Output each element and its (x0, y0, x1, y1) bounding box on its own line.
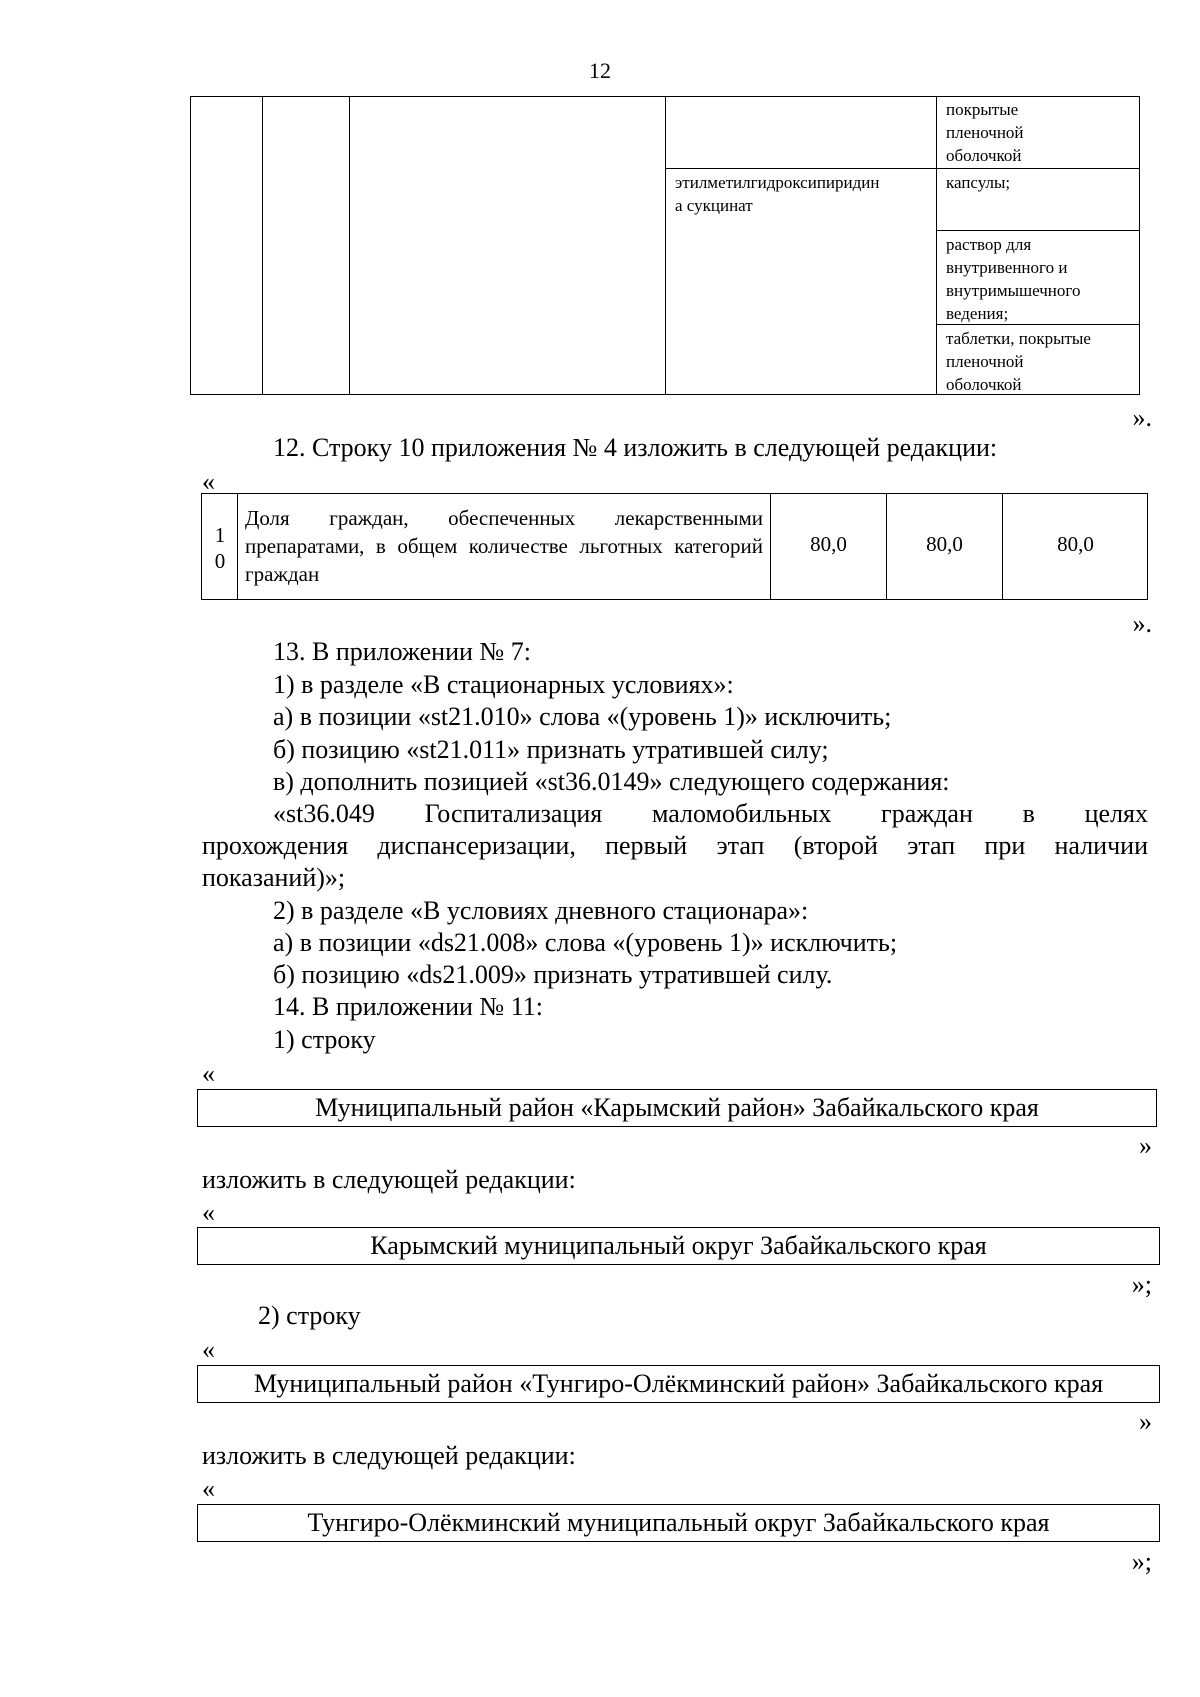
row-value: 80,0 (926, 532, 963, 556)
paragraph: б) позицию «ds21.009» признать утратившей силу. (273, 960, 833, 989)
row-value: 80,0 (1057, 532, 1094, 556)
table-divider (665, 168, 1139, 169)
municipality-box: Муниципальный район «Карымский район» Забайкальского края (197, 1089, 1157, 1127)
table-cell-form: таблетки, покрытые пленочной оболочкой (946, 329, 1091, 394)
table-divider (936, 230, 1139, 231)
table-cell-form: капсулы; (946, 173, 1011, 192)
table-cell-form: раствор для внутривенного и внутримышечного ведения; (946, 235, 1081, 323)
open-quote: « (202, 1059, 215, 1088)
paragraph: б) позицию «st21.011» признать утратившей силу; (273, 735, 829, 764)
paragraph: изложить в следующей редакции: (202, 1165, 576, 1194)
paragraph: изложить в следующей редакции: (202, 1441, 576, 1470)
municipality-box: Муниципальный район «Тунгиро-Олёкминский район» Забайкальского края (197, 1365, 1160, 1403)
drug-table-continuation (190, 96, 1140, 395)
row-number: 1 0 (214, 523, 226, 573)
row-value: 80,0 (810, 532, 847, 556)
quoted-position: показаний)»; (202, 863, 346, 892)
close-quote: »; (1131, 1547, 1152, 1576)
table-cell-form: покрытые пленочной оболочкой (946, 100, 1024, 165)
municipality-box: Тунгиро-Олёкминский муниципальный округ Забайкальского края (197, 1504, 1160, 1542)
table-divider (262, 97, 263, 394)
table-cell-substance: этилметилгидроксипиридин а сукцинат (675, 173, 880, 215)
quoted-position: прохождения диспансеризации, первый этап (второй этап при наличии (202, 831, 1148, 860)
open-quote: « (202, 1198, 215, 1227)
paragraph: 14. В приложении № 11: (273, 992, 543, 1021)
paragraph: 2) в разделе «В условиях дневного стационара»: (273, 896, 809, 925)
paragraph: 12. Строку 10 приложения № 4 изложить в следующей редакции: (273, 433, 998, 462)
close-quote: ». (1132, 403, 1152, 432)
table-divider (665, 97, 666, 394)
paragraph: 1) строку (273, 1025, 376, 1054)
close-quote: » (1139, 1131, 1152, 1160)
quoted-position: «st36.049 Госпитализация маломобильных граждан в целях (273, 799, 1148, 828)
municipality-box: Карымский муниципальный округ Забайкальского края (197, 1227, 1160, 1265)
table-divider (936, 97, 937, 394)
table-divider (349, 97, 350, 394)
paragraph: 1) в разделе «В стационарных условиях»: (273, 670, 734, 699)
paragraph: 2) строку (258, 1301, 361, 1330)
page-number: 12 (589, 58, 611, 83)
close-quote: ». (1132, 609, 1152, 638)
paragraph: а) в позиции «ds21.008» слова «(уровень 1)» исключить; (273, 928, 898, 957)
paragraph: 13. В приложении № 7: (273, 637, 531, 666)
open-quote: « (202, 467, 215, 496)
indicator-table (201, 493, 1148, 600)
close-quote: »; (1131, 1270, 1152, 1299)
paragraph: в) дополнить позицией «st36.0149» следующего содержания: (273, 767, 950, 796)
open-quote: « (202, 1335, 215, 1364)
close-quote: » (1139, 1407, 1152, 1436)
open-quote: « (202, 1474, 215, 1503)
paragraph: а) в позиции «st21.010» слова «(уровень 1)» исключить; (273, 702, 892, 731)
row-description: Доля граждан, обеспеченных лекарственными препаратами, в общем количестве льготных категорий граждан (245, 506, 763, 586)
